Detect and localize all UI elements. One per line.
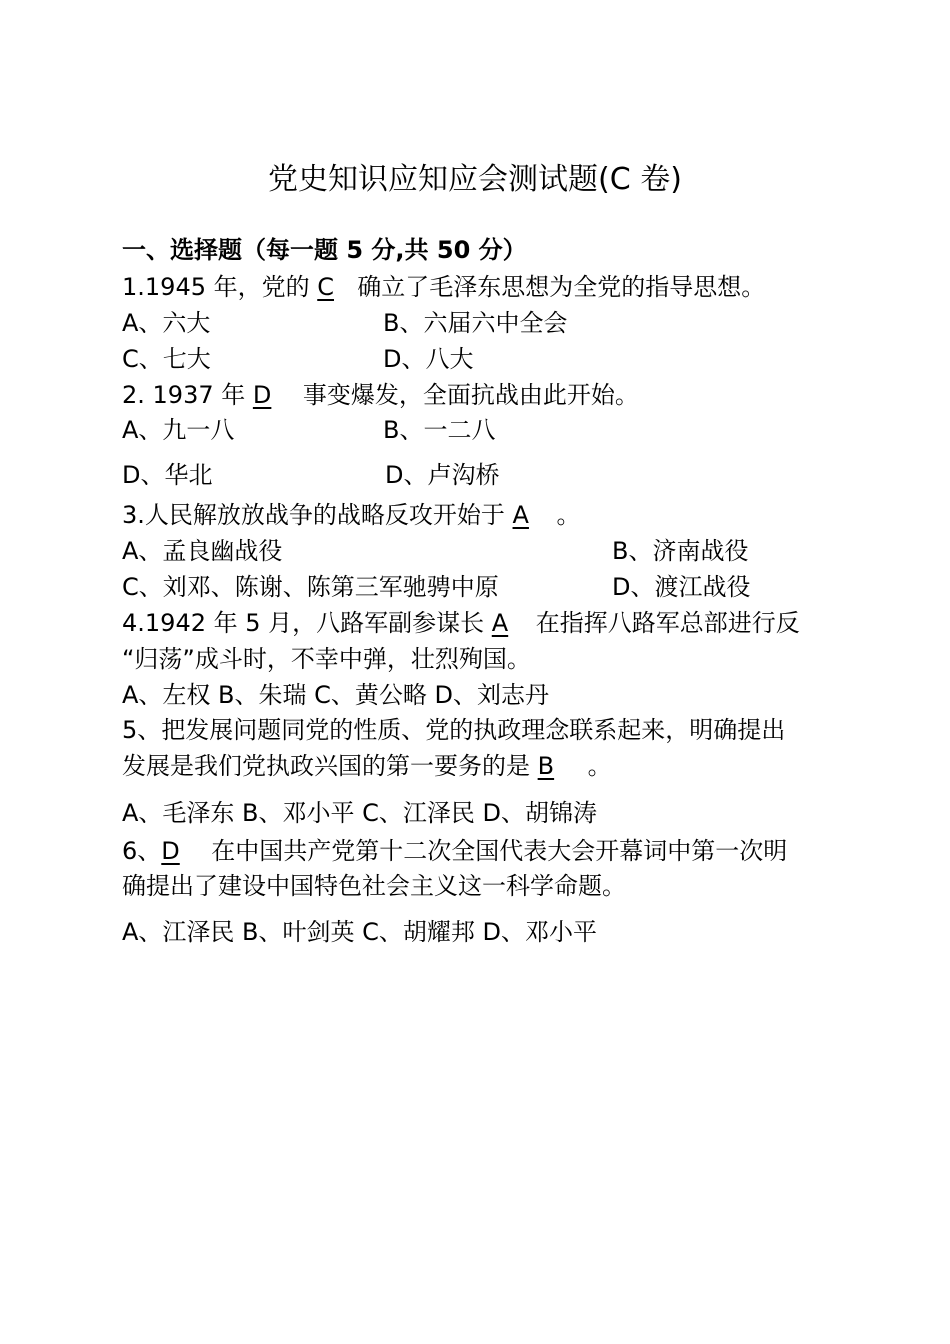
question-5-continued: 发展是我们党执政兴国的第一要务的是 B 。 (122, 749, 612, 783)
question-4-continued: “归荡”成斗时，不幸中弹，壮烈殉国。 (122, 645, 531, 673)
question-3-options-row-1 (122, 534, 749, 568)
answer-blank: B (537, 752, 555, 780)
question-6: 6、D 在中国共产党第十二次全国代表大会开幕词中第一次明 (122, 834, 787, 868)
question-3: 3.人民解放放战争的战略反攻开始于 A 。 (122, 498, 581, 532)
option: A、六大 (122, 309, 211, 337)
option: D、卢沟桥 (385, 461, 500, 489)
option: B、济南战役 (612, 537, 749, 565)
question-1-options-row-2 (122, 342, 474, 376)
question-5-options: A、毛泽东 B、邓小平 C、江泽民 D、胡锦涛 (122, 799, 598, 827)
question-6-continued: 确提出了建设中国特色社会主义这一科学命题。 (122, 872, 626, 900)
option: B、六届六中全会 (383, 309, 568, 337)
question-1: 1.1945 年，党的 C 确立了毛泽东思想为全党的指导思想。 (122, 270, 765, 304)
option: D、华北 (122, 461, 213, 489)
question-5: 5、把发展问题同党的性质、党的执政理念联系起来，明确提出 (122, 716, 786, 744)
option: D、渡江战役 (612, 573, 751, 601)
option: A、孟良幽战役 (122, 537, 283, 565)
answer-blank: A (512, 501, 529, 529)
answer-blank: C (317, 273, 334, 301)
section-heading: 一、选择题（每一题 5 分,共 50 分） (122, 236, 527, 264)
question-2: 2. 1937 年 D 事变爆发，全面抗战由此开始。 (122, 378, 639, 412)
page-title: 党史知识应知应会测试题(C 卷) (268, 162, 682, 197)
question-4: 4.1942 年 5 月，八路军副参谋长 A 在指挥八路军总部进行反 (122, 606, 800, 640)
option: A、九一八 (122, 416, 235, 444)
question-6-options: A、江泽民 B、叶剑英 C、胡耀邦 D、邓小平 (122, 918, 598, 946)
question-1-options-row-1 (122, 306, 568, 340)
option: B、一二八 (383, 416, 496, 444)
answer-blank: D (252, 381, 272, 409)
question-2-options-row-2 (122, 458, 500, 492)
option: D、八大 (383, 345, 474, 373)
question-4-options: A、左权 B、朱瑞 C、黄公略 D、刘志丹 (122, 681, 550, 709)
answer-blank: D (161, 837, 180, 865)
question-2-options-row-1 (122, 413, 496, 447)
option: C、七大 (122, 345, 211, 373)
option: C、刘邓、陈谢、陈第三军驰骋中原 (122, 573, 499, 601)
answer-blank: A (491, 609, 509, 637)
question-3-options-row-2 (122, 570, 751, 604)
